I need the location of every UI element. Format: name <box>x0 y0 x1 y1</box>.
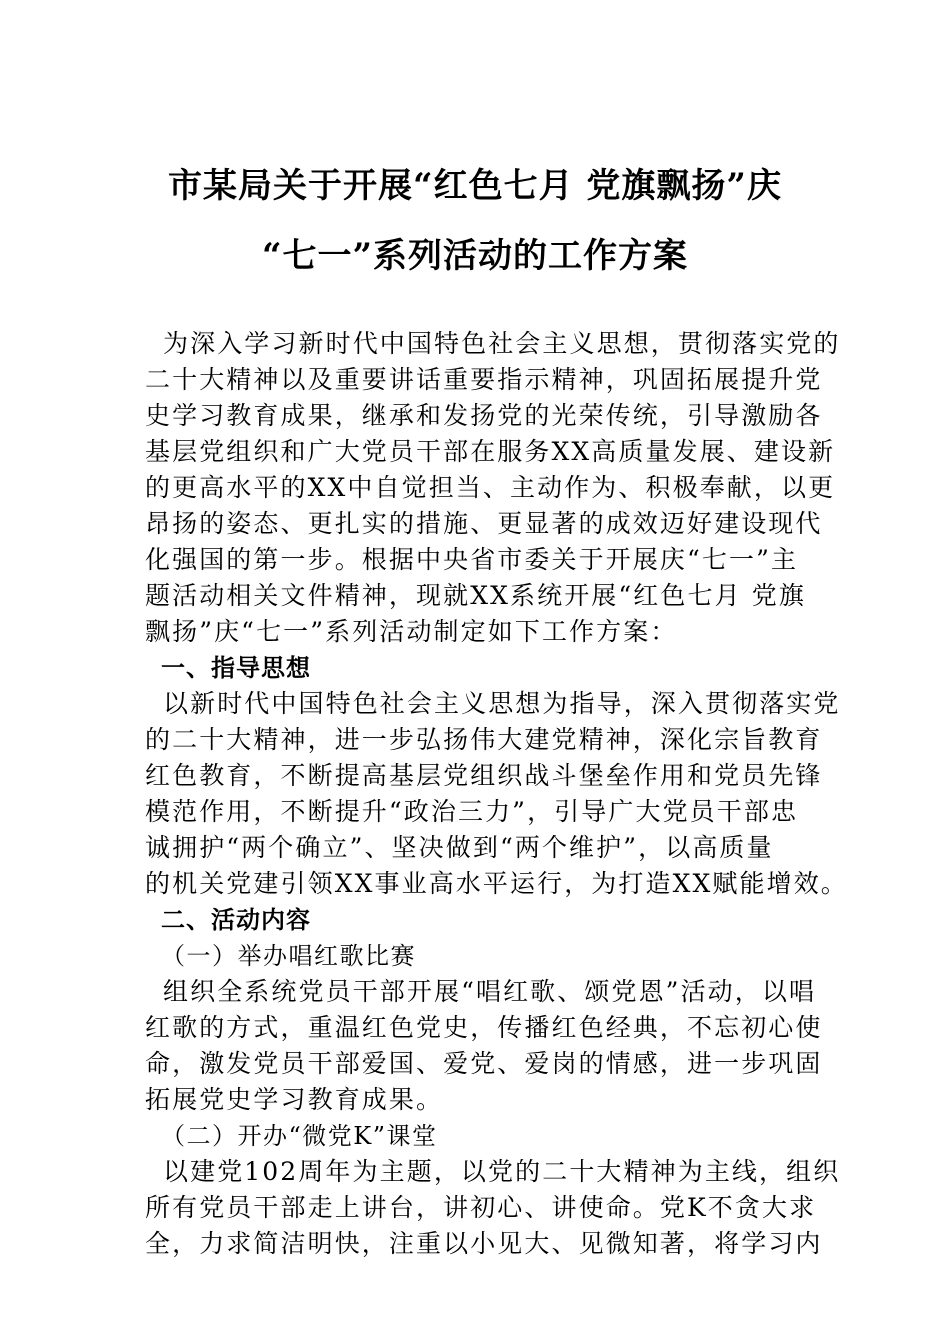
micro-party-class-paragraph <box>145 1154 841 1262</box>
paragraph-line: 诚拥护“两个确立”、坚决做到“两个维护”，以高质量 <box>145 833 774 862</box>
paragraph-line: 的机关党建引领XX事业高水平运行，为打造XX赋能增效。 <box>145 869 848 898</box>
document-body <box>145 326 848 1262</box>
paragraph-line: 飘扬”庆“七一”系列活动制定如下工作方案： <box>145 617 678 646</box>
paragraph-line: 的二十大精神，进一步弘扬伟大建党精神，深化宗旨教育 <box>145 725 823 754</box>
paragraph-line: 模范作用，不断提升“政治三力”，引导广大党员干部忠 <box>145 797 799 826</box>
paragraph-line: 以新时代中国特色社会主义思想为指导，深入贯彻落实党 <box>163 689 841 718</box>
document-title-line-2: “七一”系列活动的工作方案 <box>261 236 689 276</box>
paragraph-line: 昂扬的姿态、更扎实的措施、更显著的成效迈好建设现代 <box>145 509 823 538</box>
section-heading-activities: 二、活动内容 <box>161 906 311 934</box>
section-heading-guiding-thought: 一、指导思想 <box>161 654 311 682</box>
paragraph-line: 题活动相关文件精神，现就XX系统开展“红色七月 党旗 <box>145 581 806 610</box>
paragraph-line: 的更高水平的XX中自觉担当、主动作为、积极奉献，以更 <box>145 473 836 502</box>
paragraph-line: 二十大精神以及重要讲话重要指示精神，巩固拓展提升党 <box>145 365 823 394</box>
paragraph-line: 基层党组织和广大党员干部在服务XX高质量发展、建设新 <box>145 437 836 466</box>
paragraph-line: 史学习教育成果，继承和发扬党的光荣传统，引导激励各 <box>145 401 823 430</box>
red-song-contest-paragraph <box>145 974 823 1118</box>
document-title-line-1: 市某局关于开展“红色七月 党旗飘扬”庆 <box>168 166 782 206</box>
guiding-thought-paragraph <box>145 686 848 902</box>
paragraph-line: 拓展党史学习教育成果。 <box>145 1085 444 1114</box>
paragraph-line: 化强国的第一步。根据中央省市委关于开展庆“七一”主 <box>145 545 799 574</box>
paragraph-line: 为深入学习新时代中国特色社会主义思想，贯彻落实党的 <box>163 329 841 358</box>
paragraph-line: 所有党员干部走上讲台，讲初心、讲使命。党K不贪大求 <box>145 1193 817 1222</box>
paragraph-line: 组织全系统党员干部开展“唱红歌、颂党恩”活动，以唱 <box>163 977 817 1006</box>
paragraph-line: 红色教育，不断提高基层党组织战斗堡垒作用和党员先锋 <box>145 761 823 790</box>
paragraph-line: 全，力求简洁明快，注重以小见大、见微知著，将学习内 <box>145 1229 823 1258</box>
intro-paragraph <box>145 326 841 650</box>
subsection-heading-micro-party-class: （二）开办“微党K”课堂 <box>161 1122 438 1150</box>
paragraph-line: 红歌的方式，重温红色党史，传播红色经典，不忘初心使 <box>145 1013 823 1042</box>
paragraph-line: 命，激发党员干部爱国、爱党、爱岗的情感，进一步巩固 <box>145 1049 823 1078</box>
paragraph-line: 以建党102周年为主题，以党的二十大精神为主线，组织 <box>163 1157 841 1186</box>
subsection-heading-red-song-contest: （一）举办唱红歌比赛 <box>161 942 416 970</box>
